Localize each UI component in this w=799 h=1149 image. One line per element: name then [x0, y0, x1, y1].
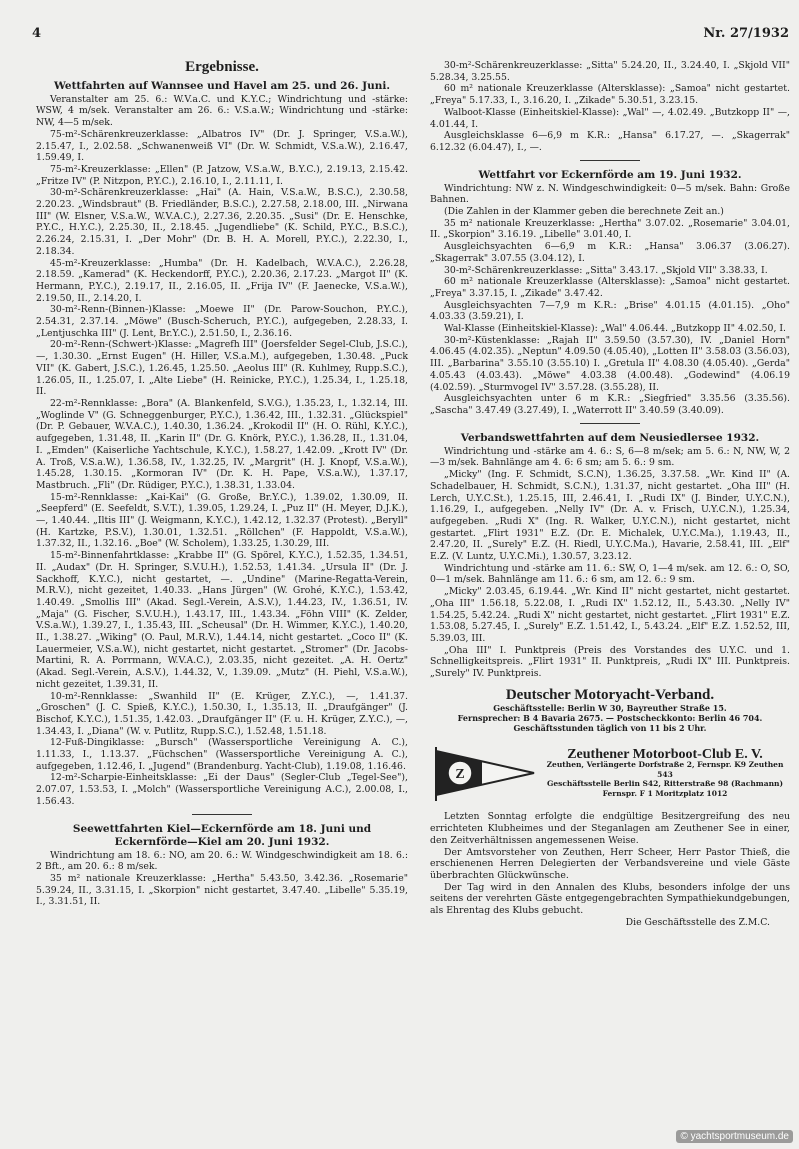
section-neusiedlersee-heading: Verbandswettfahrten auf dem Neusiedlersee 1932.: [460, 431, 760, 444]
section-eckernfoerde-heading: Wettfahrt vor Eckernförde am 19. Juni 1932.: [478, 168, 742, 181]
association-phone: Fernsprecher: B 4 Bavaria 2675. — Postscheckkonto: Berlin 46 704.: [457, 713, 763, 724]
paragraph: (Die Zahlen in der Klammer geben die berechnete Zeit an.): [444, 206, 724, 218]
paragraph: Ausgleichsyachten 6—6,9 m K.R.: „Hansa" 3.06.37 (3.06.27). „Skagerrak" 3.07.55 (3.04.12), I.: [430, 241, 790, 264]
right-column: [430, 60, 790, 928]
paragraph: Windrichtung und -stärke am 4. 6.: S, 6—8 m/sek; am 5. 6.: N, NW, W, 2—3 m/sek. Bahnlänge am 4. 6: 6 sm; am 5. 6.: 9 sm.: [430, 445, 790, 469]
paragraph: Ausgleichsyachten unter 6 m K.R.: „Siegfried" 3.35.56 (3.35.56). „Sascha" 3.47.49 (3.27.49), I. „Waterrott II" 3.40.59 (3.40.09).: [430, 393, 790, 416]
paragraph: 30-m²-Küstenklasse: „Rajah II" 3.59.50 (3.57.30), IV. „Daniel Horn" 4.06.45 (4.02.35). „Neptun" 4.09.50 (4.05.40), „Lotten II" 3.58.03 (3.56.03), III. „Barbarina" 3.55.10 (3.55.10) I. „Gretula II" 4.08.30 (4.05.40). „Gerda" 4.05.43 (4.03.43). „Möwe" 4.03.38 (4.00.48). „Godewind" (4.06.19 (4.02.59). „Sturmvogel IV" 3.57.28. (3.55.28), II.: [430, 334, 790, 393]
divider: [192, 814, 252, 815]
paragraph: Veranstalter am 25. 6.: W.V.a.C. und K.Y.C.; Windrichtung und -stärke: WSW, 4 m/sek. Veranstalter am 26. 6.: V.S.a.W.; Windrichtung und -stärke: NW, 4—5 m/sek.: [36, 93, 408, 129]
paragraph: Letzten Sonntag erfolgte die endgültige Besitzergreifung des neu errichteten Klubheimes und der Steganlagen am Zeuthener See in einer, den Zeitverhältnissen angemessenen Weise.: [430, 811, 790, 846]
club-phone: Fernspr. F 1 Moritzplatz 1012: [602, 788, 728, 798]
paragraph: 15-m²-Rennklasse: „Kai-Kai" (G. Große, Br.Y.C.), 1.39.02, 1.30.09, II. „Seepferd" (E. Seefeldt, S.V.T.), 1.39.05, 1.29.24, I. „Puz II" (H. Meyer, D.J.K.), —, 1.40.44. „Iltis III" (J. Weigmann, K.Y.C.), 1.42.12, 1.32.37 (Protest). „Beryll" (H. Kartzke, P.S.V.), 1.30.01, 1.32.51. „Röllchen" (F. Happoldt, V.S.a.W.), 1.37.32, II., 1.32.16. „Boe" (W. Scholem), 1.33.25, 1.30.29, III.: [36, 491, 408, 550]
motoryacht-association-notice: [430, 686, 790, 929]
paragraph: 12-Fuß-Dingiklasse: „Bursch" (Wassersportliche Vereinigung A. C.), 1.11.33, I., 1.13.37. „Füchschen" (Wassersportliche Vereinigung A. C.), aufgegeben, 1.12.46, I. „Jugend" (Brandenburg. Yacht-Club), 1.19.08, 1.16.46.: [36, 737, 408, 772]
paragraph: 35 m² nationale Kreuzerklasse: „Hertha" 5.43.50, 3.42.36. „Rosemarie" 5.39.24, II., 3.31.15, I. „Skorpion" nicht gestartet, 3.47.40. „Libelle" 5.35.19, I., 3.31.51, II.: [36, 873, 408, 908]
paragraph: 60 m² nationale Kreuzerklasse (Altersklasse): „Samoa" nicht gestartet. „Freya" 3.37.15, I. „Zikade" 3.47.42.: [430, 276, 790, 299]
paragraph: 45-m²-Kreuzerklasse: „Humba" (Dr. H. Kadelbach, W.V.A.C.), 2.26.28, 2.18.59. „Kamerad" (K. Heckendorff, P.Y.C.), 2.20.36, 2.17.23. „Margot II" (K. Hermann, P.Y.C.), 2.19.17, II., 2.16.05, II. „Frija IV" (F. Jaenecke, V.S.a.W.), 2.19.50, II., 2.14.20, I.: [36, 257, 408, 304]
association-title: Deutscher Motoryacht-Verband.: [505, 686, 715, 703]
club-header: [430, 743, 790, 803]
section-eckernfoerde-body: [430, 183, 790, 417]
section-wannsee-body: [36, 94, 408, 808]
paragraph: 12-m²-Scharpie-Einheitsklasse: „Ei der Daus" (Segler-Club „Tegel-See"), 2.07.07, 1.53.53, I. „Molch" (Wassersportliche Vereinigung A.C.), 2.00.08, I., 1.56.43.: [36, 772, 408, 807]
paragraph: Ausgleichsklasse 6—6,9 m K.R.: „Hansa" 6.17.27, —. „Skagerrak" 6.12.32 (6.04.47), I., —.: [430, 130, 790, 153]
paragraph: „Micky" 2.03.45, 6.19.44. „Wr. Kind II" nicht gestartet, nicht gestartet. „Oha III" 1.56.18, 5.22.08, I. „Rudi IX" 1.52.12, II., 5.43.30. „Nelly IV" 1.54.25, 5.42.24. „Rudi X" nicht gestartet, nicht gestartet. „Flirt 1931" E.Z. 1.53.08, 5.27.45, I. „Surely" E.Z. 1.51.42, I., 5.43.24. „Elf" E.Z. 1.52.52, III, 5.39.03, III.: [430, 586, 790, 644]
paragraph: 75-m²-Kreuzerklasse: „Ellen" (P. Jatzow, V.S.a.W., B.Y.C.), 2.19.13, 2.15.42. „Fritze IV" (P. Nitzpon, P.Y.C.), 2.16.10, I., 2.11.11, I.: [36, 163, 408, 187]
association-hours: Geschäftsstunden täglich von 11 bis 2 Uhr.: [513, 723, 707, 734]
paragraph: Windrichtung: NW z. N. Windgeschwindigkeit: 0—5 m/sek. Bahn: Große Bahnen.: [430, 182, 790, 206]
club-name: Zeuthener Motorboot-Club E. V.: [567, 746, 763, 762]
section-kiel-continued: [430, 60, 790, 154]
paragraph: Windrichtung und -stärke am 11. 6.: SW, O, 1—4 m/sek. am 12. 6.: O, SO, 0—1 m/sek. Bahnlänge am 11. 6.: 6 sm, am 12. 6.: 9 sm.: [430, 562, 790, 586]
paragraph: 60 m² nationale Kreuzerklasse (Altersklasse): „Samoa" nicht gestartet. „Freya" 5.17.33, I., 3.16.20, I. „Zikade" 5.30.51, 3.23.15.: [430, 83, 790, 107]
issue-number: Nr. 27/1932: [703, 26, 789, 41]
copyright-watermark: © yachtsportmuseum.de: [676, 1130, 793, 1143]
section-neusiedlersee-body: [430, 446, 790, 680]
paragraph: 30-m²-Schärenkreuzerklasse: „Hai" (A. Hain, V.S.a.W., B.S.C.), 2.30.58, 2.20.23. „Windsbraut" (B. Friedländer, B.S.C.), 2.27.58, 2.18.00, III. „Nirwana III" (W. Elsner, V.S.a.W., W.V.A.C.), 2.27.36, 2.20.35. „Susi" (Dr. E. Henschke, P.Y.C., H.Y.C.), 2.25.30, II., 2.18.45. „Jugendliebe" (K. Schild, P.Y.C., B.S.C.), 2.26.24, 2.15.31, I. „Der Mohr" (Dr. B. H. A. Morell, P.Y.C.), 2.22.30, I., 2.18.34.: [36, 187, 408, 257]
paragraph: Der Tag wird in den Annalen des Klubs, besonders infolge der uns seitens der verehrten Gäste entgegengebrachten Sympathiekundgebungen, als Ehrentag des Klubs gebucht.: [430, 881, 790, 917]
section-kiel-heading: Seewettfahrten Kiel—Eckernförde am 18. Juni und Eckernförde—Kiel am 20. Juni 1932.: [72, 822, 372, 848]
club-office: Geschäftsstelle Berlin S42, Ritterstraße 98 (Rachmann): [546, 779, 784, 789]
paragraph: „Oha III" I. Punktpreis (Preis des Vorstandes des U.Y.C. und 1. Schnelligkeitspreis. „Flirt 1931" II. Punktpreis, „Rudi IX" III. Punktpreis. „Surely" IV. Punktpreis.: [430, 644, 790, 680]
club-pennant-icon: [430, 743, 540, 803]
paragraph: „Micky" (Ing. F. Schmidt, S.C.N), 1.36.25, 3.37.58. „Wr. Kind II" (A. Schadelbauer, H. Schmidt, S.C.N.), 1.31.37, nicht gestartet. „Oha III" (H. Lerch, U.Y.C.St.), 1.25.15, III, 2.46.41, I. „Rudi IX" (J. Binder, U.Y.C.N.), 1.16.29, I., aufgegeben. „Nelly IV" (Dr. A. v. Frisch, U.Y.C.N.), 1.25.34, aufgegeben. „Rudi X" (Ing. R. Walker, U.Y.C.N.), nicht gestartet, nicht gestartet. „Flirt 1931" E.Z. (Dr. E. Michalek, U.Y.C.Ma.), 1.19.43, II., 2.47.20, II. „Surely" E.Z. (H. Riedl, U.Y.C.Ma.), Havarie, 2.58.41, III. „Elf" E.Z. (V. Luntz, U.Y.C.Mi.), 1.30.57, 3.23.12.: [430, 469, 790, 563]
paragraph: Walboot-Klasse (Einheitskiel-Klasse): „Wal" —, 4.02.49. „Butzkopp II" —, 4.01.44, I.: [430, 106, 790, 130]
paragraph: Windrichtung am 18. 6.: NO, am 20. 6.: W. Windgeschwindigkeit am 18. 6.: 2 Bft., am 20. 6.: 8 m/sek.: [36, 849, 408, 873]
paragraph: 75-m²-Schärenkreuzerklasse: „Albatros IV" (Dr. J. Springer, V.S.a.W.), 2.15.47, I., 2.02.58. „Schwanenweiß VI" (Dr. W. Schmidt, V.S.a.W.), 2.16.47, 1.59.49, I.: [36, 128, 408, 164]
paragraph: 35 m² nationale Kreuzerklasse: „Hertha" 3.07.02. „Rosemarie" 3.04.01, II. „Skorpion" 3.16.19. „Libelle" 3.01.40, I.: [430, 217, 790, 241]
divider: [580, 160, 640, 161]
page-number: 4: [32, 26, 42, 41]
paragraph: 10-m²-Rennklasse: „Swanhild II" (E. Krüger, Z.Y.C.), —, 1.41.37. „Groschen" (J. C. Spieß, K.Y.C.), 1.50.30, I., 1.35.13, II. „Draufgänger" (J. Bischof, K.Y.C.), 1.51.35, 1.42.03. „Draufgänger II" (F. u. H. Krüger, Z.Y.C.), —, 1.34.43, I. „Diana" (W. v. Putlitz, Rupp.S.C.), 1.52.48, 1.51.18.: [36, 690, 408, 737]
paragraph: Der Amtsvorsteher von Zeuthen, Herr Scheer, Herr Pastor Thieß, die erschienenen Herren Delegierten der Verbandsvereine und viele Gäste überbrachten Glückwünsche.: [430, 846, 790, 881]
paragraph: 30-m²-Renn-(Binnen-)Klasse: „Moewe II" (Dr. Parow-Souchon, P.Y.C.), 2.54.31, 2.37.14. „Möwe" (Busch-Scheruch, P.Y.C.), aufgegeben, 2.28.33, I. „Lentjuschka III" (J. Lent, Br.Y.C.), 2.51.50, I., 2.36.16.: [36, 304, 408, 339]
paragraph: Ausgleichsyachten 7—7,9 m K.R.: „Brise" 4.01.15 (4.01.15). „Oho" 4.03.33 (3.59.21), I.: [430, 299, 790, 323]
pennant-letter: Z: [455, 767, 465, 783]
section-wannsee-heading: Wettfahrten auf Wannsee und Havel am 25. und 26. Juni.: [53, 79, 391, 92]
results-title: Ergebnisse.: [185, 59, 259, 75]
paragraph: 30-m²-Schärenkreuzerklasse: „Sitta" 5.24.20, II., 3.24.40, I. „Skjold VII" 5.28.34, 3.25.55.: [430, 60, 790, 83]
paragraph: 15-m²-Binnenfahrtklasse: „Krabbe II" (G. Spörel, K.Y.C.), 1.52.35, 1.34.51, II. „Audax" (Dr. H. Springer, S.V.U.H.), 1.52.53, 1.41.34. „Ursula II" (Dr. J. Sackhoff, K.Y.C.), nicht gestartet, —. „Undine" (Marine-Regatta-Verein, M.R.V.), nicht gezeitet, 1.40.33. „Hans Jürgen" (W. Grohé, K.Y.C.), 1.53.42, 1.40.49. „Smollis III" (Akad. Segl.-Verein, A.S.V.), 1.44.23, IV., 1.36.51, IV. „Maja" (G. Fischer, S.V.U.H.), 1.43.17, III., 1.43.34. „Föhn VIII" (K. Zelder, V.S.a.W.), 1.39.27, I., 1.35.43, III. „Scheusal" (Dr. H. Wimmer, K.Y.C.), 1.40.20, II., 1.38.27. „Wiking" (O. Paul, M.R.V.), 1.44.14, nicht gestartet. „Coco II" (K. Lauermeier, V.S.a.W.), nicht gestartet, nicht gestartet. „Stromer" (Dr. Jacobs-Martini, R. A. Porrmann, W.V.A.C.), 2.03.35, nicht gezeitet. „A. H. Oertz" (Akad. Segl.-Verein, A.S.V.), 1.44.32, V., 1.39.09. „Mutz" (H. Piehl, V.S.a.W.), nicht gezeitet, 1.39.31, II.: [36, 550, 408, 690]
paragraph: Wal-Klasse (Einheitskiel-Klasse): „Wal" 4.06.44. „Butzkopp II" 4.02.50, I.: [444, 323, 786, 335]
club-address: Zeuthen, Verlängerte Dorfstraße 2, Fernspr. K9 Zeuthen 543: [546, 760, 784, 779]
club-signature: Die Geschäftsstelle des Z.M.C.: [625, 916, 770, 928]
divider: [580, 423, 640, 424]
section-kiel-body: [36, 850, 408, 909]
paragraph: 22-m²-Rennklasse: „Bora" (A. Blankenfeld, S.V.G.), 1.35.23, I., 1.32.14, III. „Woglinde V" (G. Schneggenburger, P.Y.C.), 1.36.42, III., 1.32.31. „Glückspiel" (Dr. P. Gebauer, W.V.A.C.), 1.40.30, 1.36.24. „Krokodil II" (H. O. Rühl, K.Y.C.), aufgegeben, 1.31.48, II. „Karin II" (Dr. G. Knörk, P.Y.C.), 1.36.28, II., 1.31.04, I. „Emden" (Kaiserliche Yachtschule, K.Y.C.), 1.58.27, 1.42.09. „Krott IV" (Dr. A. Troß, V.S.a.W.), 1.36.58, IV., 1.32.25, IV. „Margrit" (H. J. Knopf, V.S.a.W.), 1.45.28, 1.30.15. „Kormoran IV" (Dr. K. H. Pape, V.S.a.W.), 1.37.17, Mastbruch. „Fli" (Dr. Rüdiger, P.Y.C.), 1.38.31, 1.33.04.: [36, 397, 408, 491]
left-column: [36, 60, 408, 908]
association-address: Geschäftsstelle: Berlin W 30, Bayreuther Straße 15.: [493, 703, 727, 714]
paragraph: 20-m²-Renn-(Schwert-)Klasse: „Magrefh III" (Joersfelder Segel-Club, J.S.C.), —, 1.30.30. „Ernst Eugen" (H. Hiller, V.S.a.M.), aufgegeben, 1.30.48. „Puck VII" (K. Gabert, J.S.C.), 1.26.45, 1.25.50. „Aeolus III" (R. Kuhlmey, Rupp.S.C.), 1.26.05, II., 1.25.07, I. „Alte Liebe" (H. Reinicke, P.Y.C.), 1.25.34, I., 1.25.18, II.: [36, 339, 408, 398]
paragraph: 30-m²-Schärenkreuzerklasse: „Sitta" 3.43.17. „Skjold VII" 3.38.33, I.: [444, 264, 768, 276]
